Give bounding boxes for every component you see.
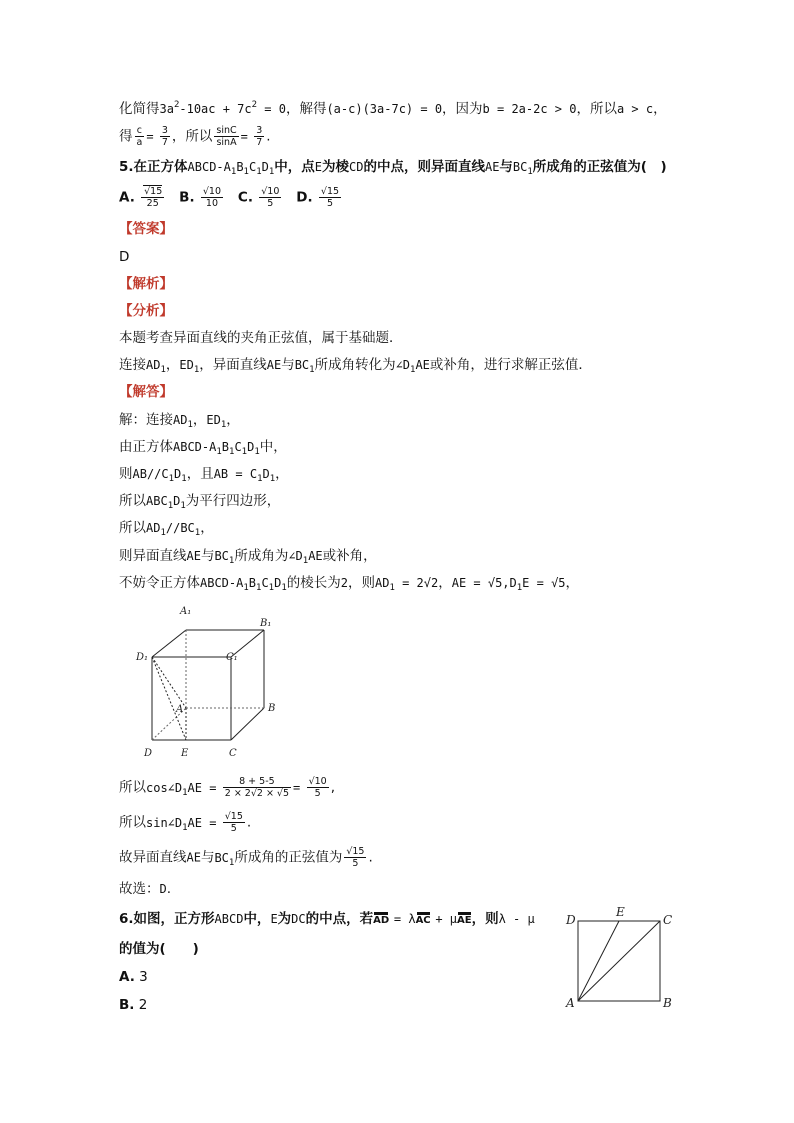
question-5-stem: 5.在正方体ABCD-$A_1B_1C_1D_1$中，点E为棱CD的中点，则异面直线AE与$BC_1$所成角的正弦值为( ): [119, 159, 667, 177]
choose-line: 故选：D.: [119, 881, 172, 897]
analysis-tag: 【解析】: [119, 276, 173, 292]
cube-figure: [130, 600, 280, 760]
cube-label-c: C: [229, 748, 237, 759]
cube-label-b1: B₁: [260, 618, 272, 629]
solution-line-7: 不妨令正方体ABCD-$A_1B_1C_1D_1$的棱长为2，则$AD_1 = 2√2$，AE = $√5,D_1E = √5$，: [119, 575, 580, 593]
jieda-tag: 【解答】: [119, 384, 173, 400]
cube-label-d: D: [144, 748, 153, 759]
solution-line-5: 所以$AD_1//BC_1$，: [119, 520, 214, 538]
square-label-a: A: [566, 996, 575, 1010]
fenxi-line-2: 连接$AD_1$，$ED_1$，异面直线AE与$BC_1$所成角转化为$\angle D_1AE$或补角，进行求解正弦值．: [119, 357, 592, 375]
question-5-options: A. $\frac{√15}{25}$ B. $\frac{√10}{10}$ C. $\frac{√10}{5}$ D. $\frac{√15}{5}$: [119, 186, 340, 209]
cube-label-a: A: [176, 704, 184, 715]
solution-line-1: 解：连接$AD_1$，$ED_1$，: [119, 412, 240, 430]
cos-line: 所以$\cos\angle D_1AE$ = $\frac{8 + 5-5}{2 \times 2√2 \times √5}$ = $\frac{√10}{5}$ ,: [119, 776, 336, 799]
question-6-stem: 6.如图，正方形ABCD中，E为DC的中点，若 AD = λ AC + μ AE，则λ - μ: [119, 911, 535, 927]
text-line-2: 得 $\frac{c}{a}$ = $\frac{3}{7}$ ，所以 $\frac{\sin C}{\sin A}$ = $\frac{3}{7}$ .: [119, 125, 271, 148]
solution-line-3: 则$AB//C_1D_1$，且AB = $C_1D_1$，: [119, 466, 289, 484]
fenxi-line-1: 本题考查异面直线的夹角正弦值，属于基础题．: [119, 330, 403, 346]
fenxi-tag: 【分析】: [119, 303, 173, 319]
square-label-c: C: [663, 913, 673, 927]
answer-tag: 【答案】: [119, 221, 173, 237]
cube-label-c1: C₁: [226, 652, 238, 663]
conclusion-line: 故异面直线AE与$BC_1$所成角的正弦值为 $\frac{√15}{5}$ .: [119, 846, 373, 869]
cube-label-b: B: [268, 703, 276, 714]
answer-value: D: [119, 249, 130, 265]
square-label-d: D: [566, 913, 576, 927]
solution-line-4: 所以$ABC_1D_1$为平行四边形，: [119, 493, 281, 511]
question-6-option-b: B. 2: [119, 997, 148, 1013]
square-label-b: B: [663, 996, 672, 1010]
cube-label-d1: D₁: [136, 652, 149, 663]
square-figure: [560, 903, 680, 1013]
cube-label-e: E: [181, 748, 189, 759]
solution-line-6: 则异面直线AE与$BC_1$所成角为$\angle D_1AE$或补角，: [119, 548, 377, 566]
solution-line-2: 由正方体ABCD-$A_1B_1C_1D_1$中，: [119, 439, 287, 457]
sin-line: 所以$\sin\angle D_1AE$ = $\frac{√15}{5}$ .: [119, 811, 252, 834]
question-6-stem-2: 的值为( ): [119, 941, 199, 957]
text-line-1: 化简得$3a^2-10ac + 7c^2 = 0$，解得(a-c)(3a-7c) = 0，因为b = 2a-2c > 0，所以a > c，: [119, 100, 667, 117]
square-label-e: E: [616, 905, 625, 919]
cube-label-a1: A₁: [180, 606, 192, 617]
question-6-option-a: A. 3: [119, 969, 148, 985]
